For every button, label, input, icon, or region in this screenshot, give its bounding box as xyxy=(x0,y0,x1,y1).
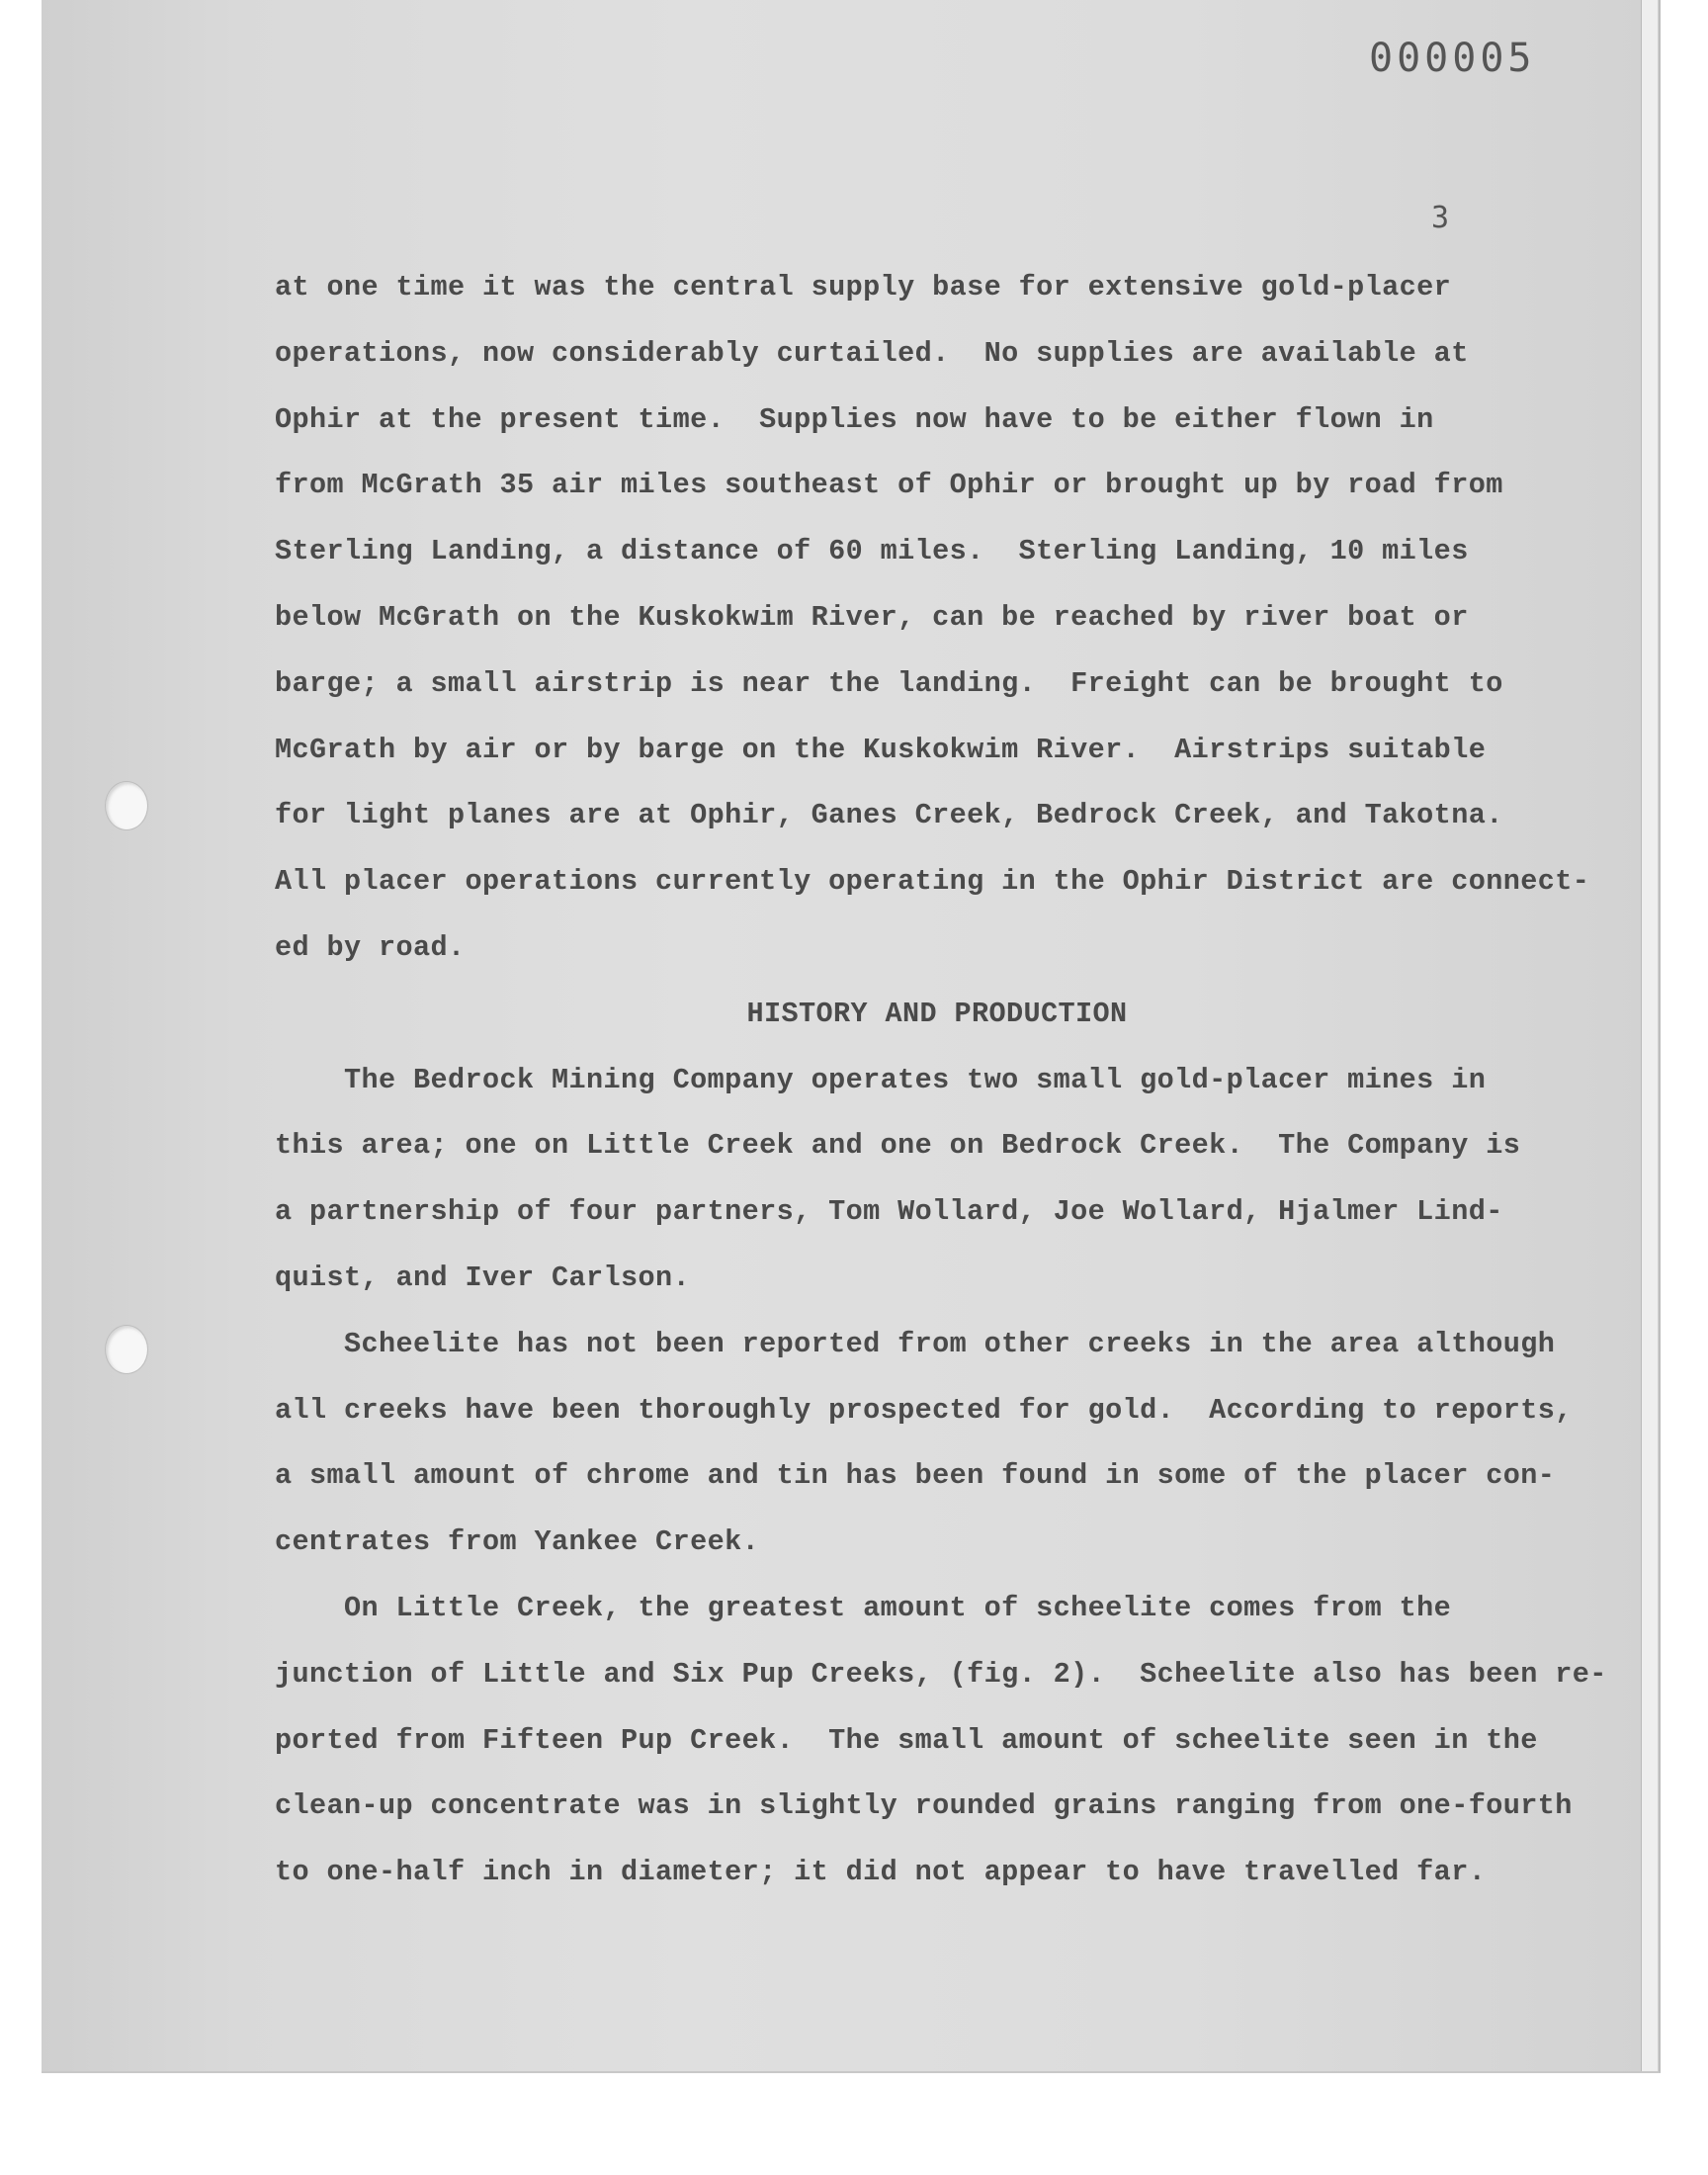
page-number: 3 xyxy=(1431,201,1450,235)
text-line: this area; one on Little Creek and one on Bedrock Creek. The Company is xyxy=(275,1129,1521,1163)
document-body xyxy=(275,265,1607,1916)
document-stamp-number: 000005 xyxy=(1369,36,1536,81)
text-line: barge; a small airstrip is near the landing. Freight can be brought to xyxy=(275,666,1503,700)
text-line: below McGrath on the Kuskokwim River, can be reached by river boat or xyxy=(275,600,1469,634)
paragraph-other-creeks xyxy=(275,1322,1573,1586)
text-line: On Little Creek, the greatest amount of scheelite comes from the xyxy=(275,1591,1452,1624)
paragraph-little-creek xyxy=(275,1586,1607,1916)
paragraph-continuation xyxy=(275,265,1590,992)
text-line: The Bedrock Mining Company operates two small gold-placer mines in xyxy=(275,1063,1487,1096)
text-line: for light planes are at Ophir, Ganes Creek, Bedrock Creek, and Takotna. xyxy=(275,799,1503,832)
page-edge xyxy=(1641,0,1658,2071)
punch-hole-upper xyxy=(105,781,148,830)
text-line: all creeks have been thoroughly prospected for gold. According to reports, xyxy=(275,1393,1573,1427)
text-line: ported from Fifteen Pup Creek. The small amount of scheelite seen in the xyxy=(275,1723,1538,1757)
text-line: junction of Little and Six Pup Creeks, (fig. 2). Scheelite also has been re- xyxy=(275,1657,1607,1691)
text-line: to one-half inch in diameter; it did not appear to have travelled far. xyxy=(275,1856,1487,1889)
text-line: centrates from Yankee Creek. xyxy=(275,1525,760,1559)
text-line: operations, now considerably curtailed. No supplies are available at xyxy=(275,336,1469,370)
text-line: at one time it was the central supply base for extensive gold-placer xyxy=(275,271,1452,304)
punch-hole-lower xyxy=(105,1325,148,1374)
text-line: a partnership of four partners, Tom Wollard, Joe Wollard, Hjalmer Lind- xyxy=(275,1195,1503,1229)
paragraph-company xyxy=(275,1058,1530,1322)
text-line: All placer operations currently operating in the Ophir District are connect- xyxy=(275,865,1590,899)
text-line: Scheelite has not been reported from other creeks in the area although xyxy=(275,1327,1556,1360)
section-heading: HISTORY AND PRODUCTION xyxy=(746,997,1128,1030)
text-line: ed by road. xyxy=(275,930,466,964)
text-line: clean-up concentrate was in slightly rounded grains ranging from one-fourth xyxy=(275,1789,1573,1823)
text-line: McGrath by air or by barge on the Kuskokwim River. Airstrips suitable xyxy=(275,733,1487,766)
text-line: a small amount of chrome and tin has been found in some of the placer con- xyxy=(275,1459,1556,1493)
text-line: from McGrath 35 air miles southeast of Ophir or brought up by road from xyxy=(275,469,1503,502)
text-line: Sterling Landing, a distance of 60 miles. Sterling Landing, 10 miles xyxy=(275,535,1469,568)
text-line: quist, and Iver Carlson. xyxy=(275,1261,691,1294)
text-line: Ophir at the present time. Supplies now have to be either flown in xyxy=(275,402,1434,436)
